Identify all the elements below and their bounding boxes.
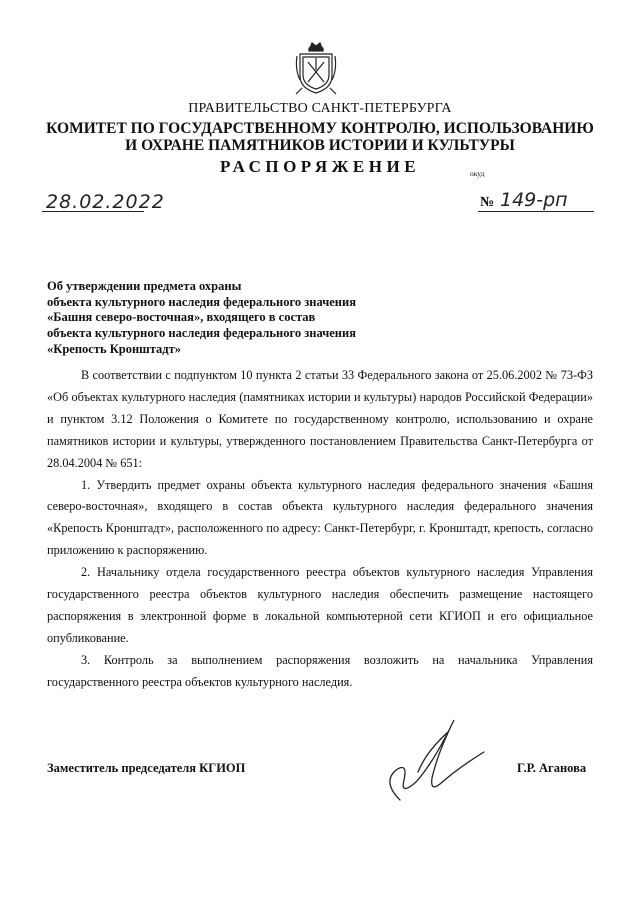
order-item-1: 1. Утвердить предмет охраны объекта культурного наследия федерального значения «Башня северо-восточная», входящего в состав объекта культурного наследия федерального значения «Крепость Кронштадт», расположенного по адресу: Санкт-Петербург, г. Кронштадт, крепость, согласно приложению к распоряжению. (47, 477, 593, 558)
subject-line: «Башня северо-восточная», входящего в состав (47, 310, 316, 325)
subject-line: объекта культурного наследия федерального значения (47, 294, 356, 309)
committee-line-2: И ОХРАНЕ ПАМЯТНИКОВ ИСТОРИИ И КУЛЬТУРЫ (125, 137, 515, 154)
document-type: РАСПОРЯЖЕНИЕ (219, 157, 421, 176)
government-name: ПРАВИТЕЛЬСТВО САНКТ-ПЕТЕРБУРГА (188, 101, 452, 116)
order-item-2: 2. Начальнику отдела государственного реестра объектов культурного наследия Управления государственного реестра объектов культурного наследия обеспечить размещение настоящего распоряжения в электронной форме в локальной компьютерной сети КГИОП и его официальное опубликование. (47, 565, 593, 645)
number-label: № (480, 195, 495, 210)
order-item-3: 3. Контроль за выполнением распоряжения возложить на начальника Управления государственного реестра объектов культурного наследия. (47, 652, 593, 689)
signatory-name: Г.Р. Аганова (517, 761, 587, 775)
committee-name (0, 120, 640, 154)
committee-line-1: КОМИТЕТ ПО ГОСУДАРСТВЕННОМУ КОНТРОЛЮ, ИСПОЛЬЗОВАНИЮ (46, 120, 594, 137)
signatory-title: Заместитель председателя КГИОП (47, 761, 246, 775)
document-date: 28.02.2022 (46, 191, 165, 213)
handwritten-signature (378, 712, 488, 804)
document-body (47, 365, 593, 694)
preamble-paragraph: В соответствии с подпунктом 10 пункта 2 статьи 33 Федерального закона от 25.06.2002 № 73-ФЗ «Об объектах культурного наследия (памятниках истории и культуры) народов Российской Федерации» и пунктом 3.12 Положения о Комитете по государственному контролю, использованию и охране памятников истории и культуры, утвержденного постановлением Правительства Санкт-Петербурга от 28.04.2004 № 651: (47, 368, 593, 470)
date-underline (42, 211, 144, 212)
number-underline (478, 211, 594, 212)
subject-line: Об утверждении предмета охраны (47, 279, 242, 293)
document-subject (47, 279, 427, 358)
okud-label: окуд (470, 169, 485, 178)
document-number: 149-рп (500, 189, 568, 211)
subject-line: объекта культурного наследия федерального значения (47, 326, 356, 341)
subject-line: «Крепость Кронштадт» (47, 341, 181, 356)
coat-of-arms-icon (294, 40, 338, 96)
